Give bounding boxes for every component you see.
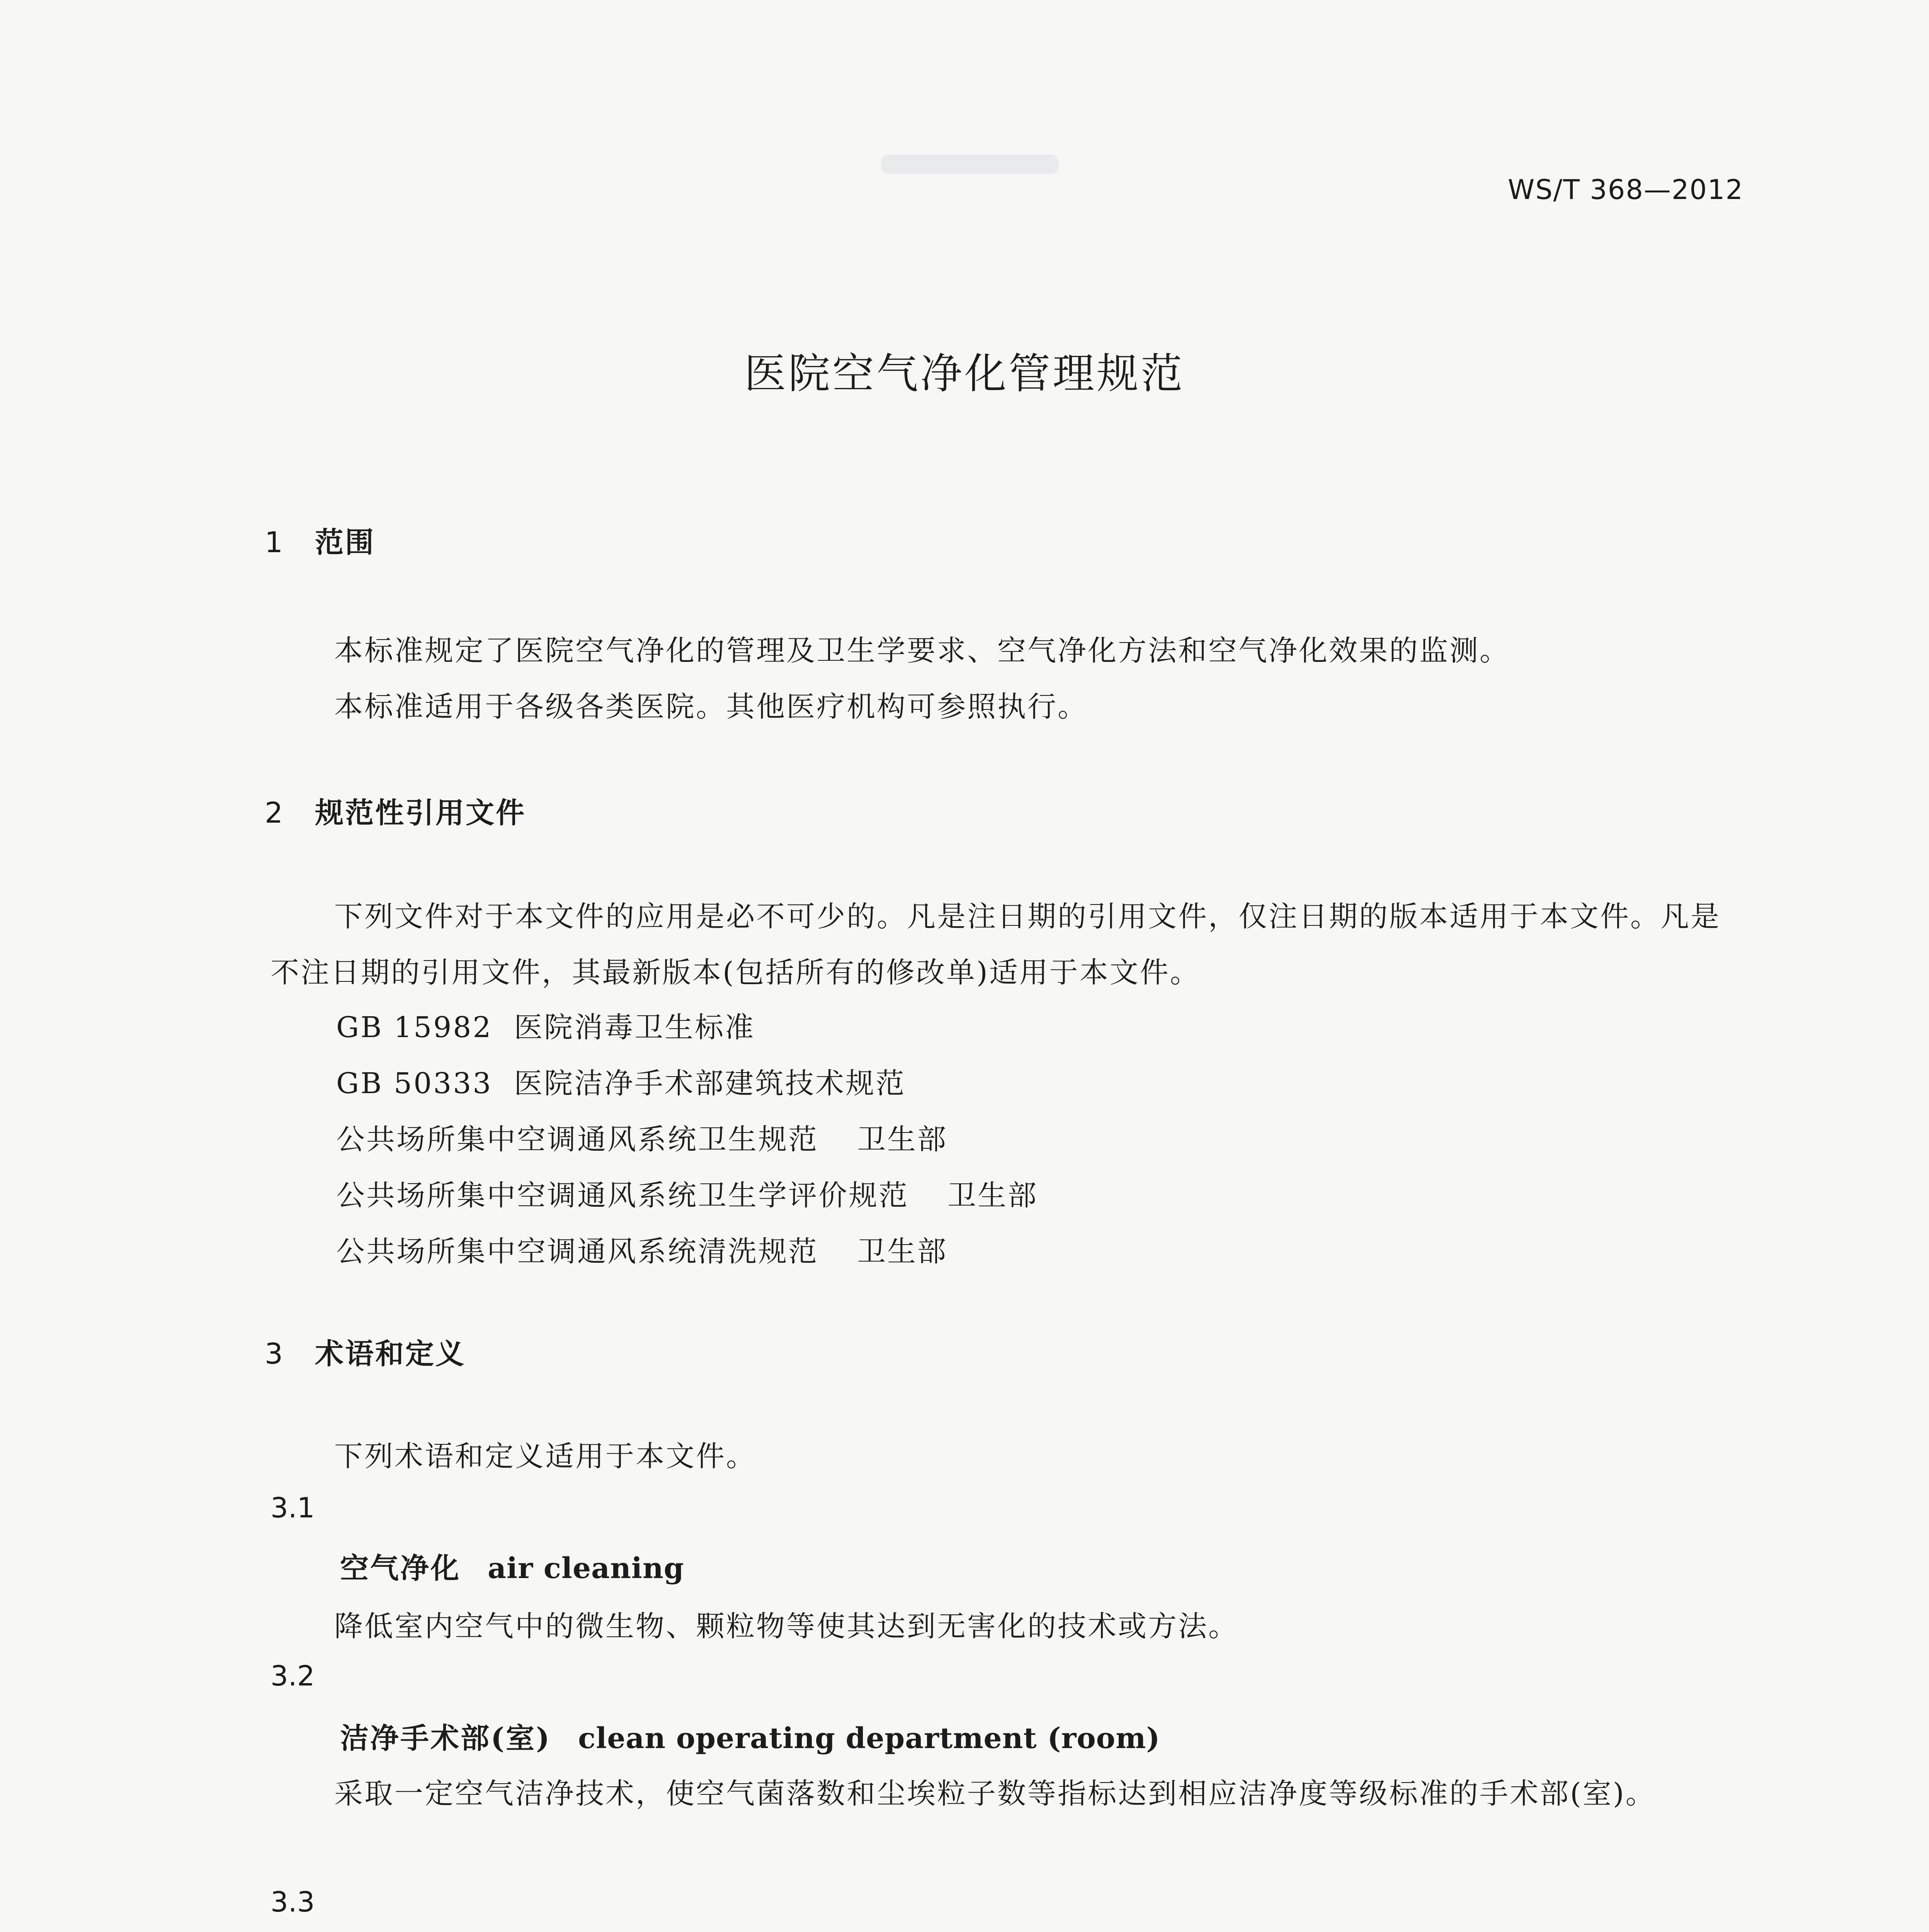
section-number: 3 [265,1337,285,1371]
reference-org: 卫生部 [857,1235,947,1268]
term-zh: 空气净化 [340,1552,461,1585]
section-title: 术语和定义 [315,1337,466,1371]
reference-name: 公共场所集中空调通风系统卫生学评价规范 [336,1179,909,1212]
paragraph [270,889,1749,1001]
scan-artifact [881,155,1059,174]
section-1-heading [265,520,375,561]
section-title: 范围 [315,526,375,559]
paragraph-text: 下列文件对于本文件的应用是必不可少的。凡是注日期的引用文件，仅注日期的版本适用于本文件。凡是不注日期的引用文件，其最新版本(包括所有的修改单)适用于本文件。 [270,900,1721,989]
reference-name: 公共场所集中空调通风系统卫生规范 [336,1123,818,1156]
paragraph: 本标准规定了医院空气净化的管理及卫生学要求、空气净化方法和空气净化效果的监测。 [334,634,1510,667]
reference-name: 公共场所集中空调通风系统清洗规范 [336,1235,818,1268]
standard-code: WS/T 368—2012 [1508,174,1744,206]
term-number: 3.1 [270,1492,315,1524]
paragraph-text: 采取一定空气洁净技术，使空气菌落数和尘埃粒子数等指标达到相应洁净度等级标准的手术部(室)。 [334,1777,1656,1810]
reference-org: 卫生部 [947,1179,1038,1212]
term-definition [270,1766,1749,1822]
term-name [340,1716,1160,1757]
reference-code: GB 50333 [336,1067,493,1100]
reference-name: 医院洁净手术部建筑技术规范 [514,1067,906,1100]
section-number: 2 [265,796,285,830]
term-en: clean operating department (room) [578,1722,1160,1755]
reference-item [336,1117,947,1158]
section-title: 规范性引用文件 [315,796,526,830]
paragraph: 下列术语和定义适用于本文件。 [334,1440,756,1473]
term-en: air cleaning [488,1552,684,1585]
term-definition: 降低室内空气中的微生物、颗粒物等使其达到无害化的技术或方法。 [334,1610,1238,1643]
reference-item [336,1005,755,1046]
term-zh: 洁净手术部(室) [340,1722,551,1755]
term-number: 3.2 [270,1660,315,1692]
reference-item [336,1061,906,1102]
section-2-heading [265,790,526,831]
term-name [340,1546,684,1587]
reference-item [336,1173,1038,1214]
reference-org: 卫生部 [857,1123,947,1156]
reference-name: 医院消毒卫生标准 [514,1011,755,1044]
section-number: 1 [265,526,285,559]
term-number: 3.3 [270,1886,315,1918]
document-title: 医院空气净化管理规范 [744,350,1185,398]
reference-code: GB 15982 [336,1011,493,1044]
section-3-heading [265,1331,466,1372]
paragraph: 本标准适用于各级各类医院。其他医疗机构可参照执行。 [334,690,1088,723]
reference-item [336,1229,947,1270]
